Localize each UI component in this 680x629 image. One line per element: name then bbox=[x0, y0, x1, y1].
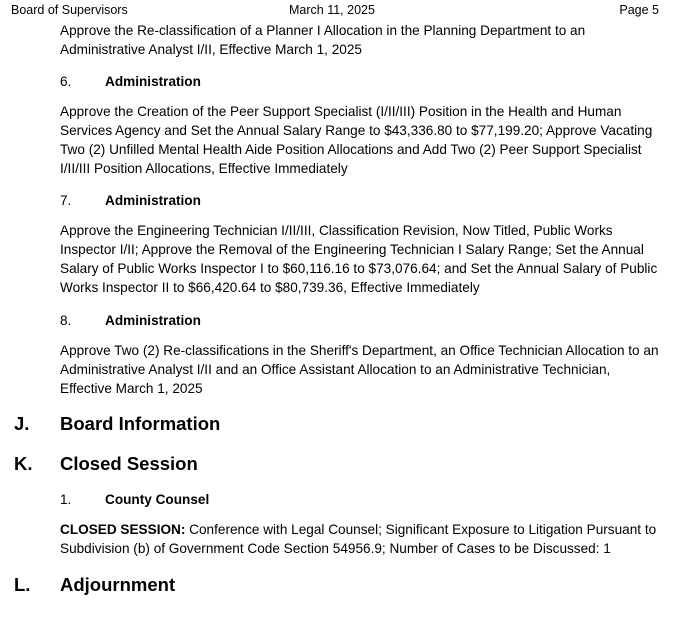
section-j-title: Board Information bbox=[60, 413, 221, 434]
header-date: March 11, 2025 bbox=[289, 3, 375, 17]
section-k-title: Closed Session bbox=[60, 453, 198, 474]
item-7-body: Approve the Engineering Technician I/II/III, Classification Revision, Now Titled, Public Works Inspector I/II; Approve the Removal of the Engineering Technician I Salary Range; Set the Annual Salary of Public Works Inspector I to $60,116.16 to $73,076.64; and Set the Annual Salary of Public Works Inspector II to $66,420.64 to $80,739.36, Effective Immediately bbox=[60, 223, 658, 295]
closed-item-body bbox=[60, 520, 662, 558]
item-6-body: Approve the Creation of the Peer Support Specialist (I/II/III) Position in the Health and Human Services Agency and Set the Annual Salary Range to $43,336.80 to $77,199.20; Approve Vacating Two (2) Unfilled Mental Health Aide Position Allocations and Add Two (2) Peer Support Specialist I/II/III Position Allocations, Effective Immediately bbox=[60, 104, 653, 176]
item-7-number: 7. bbox=[60, 193, 72, 208]
item-8-body: Approve Two (2) Re-classifications in the Sheriff's Department, an Office Technician Allocation to an Administrative Analyst I/II and an Office Assistant Allocation to an Administrative Technician, Effective March 1, 2025 bbox=[60, 343, 659, 396]
closed-item-title: County Counsel bbox=[105, 492, 210, 507]
section-j-letter: J. bbox=[14, 413, 30, 434]
item-8-title: Administration bbox=[105, 313, 201, 328]
header-organization: Board of Supervisors bbox=[11, 3, 128, 17]
item-8-number: 8. bbox=[60, 313, 72, 328]
section-l-title: Adjournment bbox=[60, 574, 176, 595]
closed-item-number: 1. bbox=[60, 492, 72, 507]
item-6-title: Administration bbox=[105, 74, 201, 89]
item-7-title: Administration bbox=[105, 193, 201, 208]
section-l-letter: L. bbox=[14, 574, 31, 595]
closed-session-text: Conference with Legal Counsel; Significant Exposure to Litigation Pursuant to Subdivision (b) of Government Code Section 54956.9; Number of Cases to be Discussed: 1 bbox=[60, 522, 657, 556]
section-k-letter: K. bbox=[14, 453, 33, 474]
header-page-number: Page 5 bbox=[619, 3, 659, 17]
item-6-number: 6. bbox=[60, 74, 72, 89]
continued-item-text: Approve the Re-classification of a Planner I Allocation in the Planning Department to an Administrative Analyst I/II, Effective March 1, 2025 bbox=[60, 23, 586, 57]
page-header bbox=[0, 2, 680, 18]
closed-session-lead: CLOSED SESSION: bbox=[60, 522, 186, 537]
